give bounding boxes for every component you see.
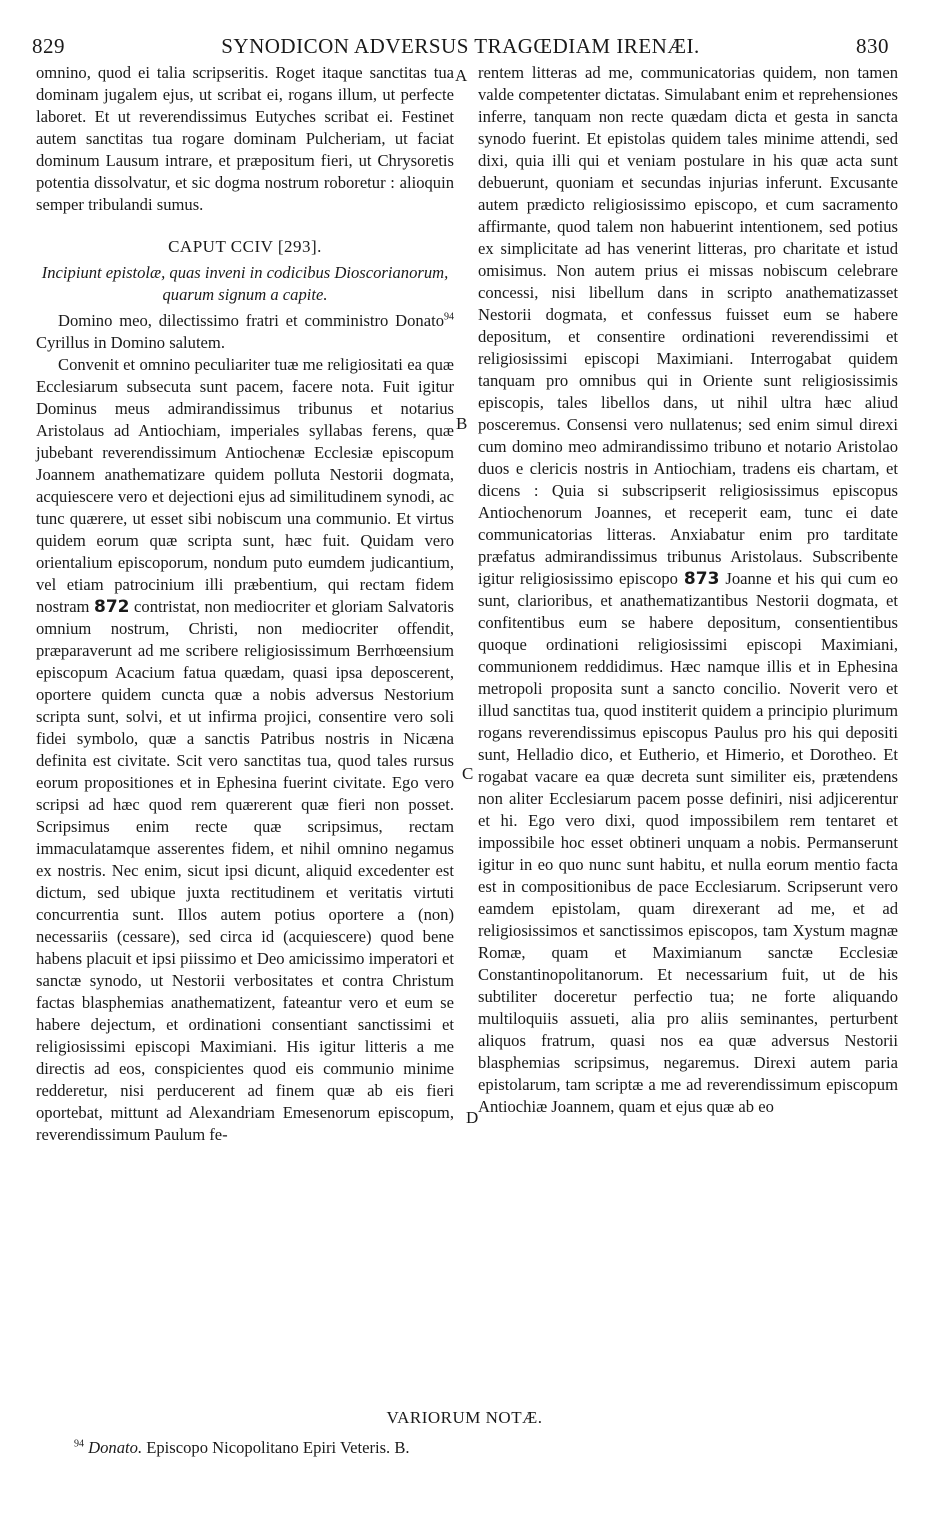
running-title: SYNODICON ADVERSUS TRAGŒDIAM IRENÆI.: [221, 34, 700, 58]
notes-heading: VARIORUM NOTÆ.: [386, 1408, 543, 1427]
salutation: [36, 310, 454, 354]
margin-letter-d: D: [466, 1108, 479, 1127]
margin-letter-a: A: [455, 66, 468, 85]
chapter-heading: CAPUT CCIV [293].: [168, 237, 322, 256]
page-number-left: 829: [32, 34, 65, 58]
right-column: [478, 62, 898, 1118]
footnote-text: Episcopo Nicopolitano Epiri Veteris. B.: [142, 1438, 410, 1457]
migne-column-number: 872: [94, 597, 130, 617]
left-column: [36, 62, 454, 1146]
margin-letter-b: B: [456, 414, 468, 433]
left-opening-paragraph: omnino, quod ei talia scripseritis. Roget itaque sanctitas tua dominam jugalem ejus, ut scribat ei, rogans illum, ut perfecte laboret. Et ut reverendissimus Eutyches scribat ei. Festinet autem sanctitas tua rogare dominam Pulcheriam, ut faciat dominum Lausum intrare, et præpositum fieri, ut Chrysoretis potentia dissolvatur, et sic dogma nostrum roboretur : alioquin semper tribulandi sumus.: [36, 63, 454, 214]
page-number-right: 830: [856, 34, 889, 58]
letter-text-part1: Convenit et omnino peculiariter tuæ me religiositati ea quæ Ecclesiarum subsecuta sunt pacem, facere nota. Fuit igitur Dominus meus admirandissimus tribunus et notarius Aristolaus ad Antiochiam, imperiales syllabas ferens, quæ jubebant reverendissimum Antiochenæ Ecclesiæ episcopum Joannem anathematizare quidem polluta Nestorii dogmata, acquiescere vero et dejectioni ejus ad similitudinem synodi, ac tunc quærere, ut esset sibi nobiscum una communio. Et virtus quidem eorum quæ scripta sunt, hæc fuit. Quidam vero orientalium episcoporum, nondum puto eumdem judicantium, vel etiam patrocinium illi præbentium, qui rectam fidem nostram: [36, 355, 454, 616]
right-paragraph: [478, 62, 898, 1118]
letter-text-part2: contristat, non mediocriter et gloriam Salvatoris omnium nostrum, Christi, non mediocriter offendit, præparaverunt ad me scribere religiosissimum Berrhœensium episcopum Acacium fatua quædam, quasi ipsa deposcerent, oportere quidem cuncta quæ a nobis adversus Nestorium scripta sunt, solvi, et ut infirma projici, consentire vero soli fidei symbolo, quæ a sanctis Patribus nostris in Nicæna definita est civitate. Scit vero sanctitas tua, quod tales rursus eorum propositiones et in Ephesina fuerint civitate. Ego vero scripsi ad hæc quod rem quærerent quæ fieri non posset. Scripsimus enim recte quæ scripsimus, rectam immaculatamque asserentes fidem, et nihil omnino negamus ex nostris. Nec enim, sicut ipsi dicunt, aliquid excedenter est dictum, sed ubique juxta rectitudinem et veritatis virtuti concurrentia sunt. Illos autem potius oportere a (non) necessariis (cessare), sed circa id (acquiescere) quod bene habens placuit et ipsi piissimo et Deo amicissimo imperatori et sanctæ synodo, ut Nestorii verbositates et contra Christum factas blasphemias anathematizent, fateantur vero et eum se habere dejectum, et ordinationi consentiant sanctissimi et religiosissimi episcopi Maximiani. His igitur litteris a me directis ad eos, conspicientes quod eis communio minime redderetur, nisi perducerent ad finem quæ ab eis fieri oportebat, mittunt ad Alexandriam Emesenorum episcopum, reverendissimum Paulum fe-: [36, 597, 454, 1144]
footnote-number: 94: [74, 1438, 84, 1450]
migne-column-number: 873: [683, 569, 720, 589]
right-text-part1: rentem litteras ad me, communicatorias quidem, non tamen valde competenter dictatas. Simulabant enim et reprehensiones inferre, tanquam non recte quædam dicta et gesta in sancta synodo fuerint. Et epistolas quidem tales minime attendi, sed dixi, quia illi qui et veniam postulare in his quæ acta sunt debuerunt, quoniam et secundas injurias inferunt. Excusante autem prædicto religiosissimo episcopo, et cum sacramento affirmante, quod talem non habuerint intentionem, sed potius ex simplicitate ad has venerint litteras, pro charitate et istud omisimus. Non autem prius ei missas nobiscum celebrare concessi, nisi libellum dans in scripto anathematizasset Nestorii dogmata, et confessus fuisset eum se habere depositum, et consentire ordinationi reverendissimi et religiosissimi episcopi Maximiani. Interrogabat quidem tanquam pro omnibus qui in Oriente sunt religiosissimis episcopis, tales libellos dans, ut nihil ultra hæc aliud posceremus. Consensi vero nullatenus; sed enim simul direxi cum domino meo admirandissimo tribuno et notario Aristolao duos e clericis nostris in Antiochiam, tradens eis chartam, et dicens : Quia si subscripserit religiosissimus episcopus Antiochenorum Joannes, et receperit eam, tunc ei date communicatorias litteras. Anxiabatur enim pro tarditate præfatus admirandissimus tribunus Aristolaus. Subscribente igitur religiosissimo episcopo: [478, 63, 898, 588]
running-header: [32, 34, 889, 64]
chapter-incipit: Incipiunt epistolæ, quas inveni in codicibus Dioscorianorum, quarum signum a capite.: [41, 263, 449, 304]
salutation-text: Domino meo, dilectissimo fratri et comministro Donato: [58, 311, 444, 330]
salutation-text-end: Cyrillus in Domino salutem.: [36, 333, 225, 352]
footnote-lemma: Donato.: [88, 1438, 143, 1457]
footnote: [74, 1438, 874, 1458]
right-text-part2: Joanne et his qui cum eo sunt, clarioribus, et anathematizantibus Nestorii dogmata, et confitentibus eum se habere depositum, consentientibus quoque ordinationi religiosissimi episcopi Maximiani, communionem reddidimus. Hæc namque illis et in Ephesina metropoli proposita sunt a sancto concilio. Noverit vero et illud sanctitas tua, quod institerit quidem a principio plurimum rogans reverendissimus episcopus Paulus pro his qui depositi sunt, Helladio dico, et Eutherio, et Himerio, et Dorotheo. Et rogabat vacare ea quæ decreta sunt similiter eis, prætendens non aliter Ecclesiarum pacem posse definiri, nisi adjicerentur et hi. Ego vero dixi, quod impossibilem rem tentaret et impossibile hoc esset obtineri unquam a nobis. Permanserunt igitur in eo quo nunc sunt habitu, et nulla eorum mentio facta est in compositionibus de pace Ecclesiarum. Scripserunt vero eamdem epistolam, quam direxerant ad me, et ad religiosissimos et sanctissimos episcopos, tam Xystum magnæ Romæ, quam et Maximianum sanctæ Ecclesiæ Constantinopolitanorum. Et necessarium fuit, ut de his subtiliter doceretur perfectio tua; ne forte aliquando multiloquiis assueti, alia pro aliis seminantes, perturbent aliquos fratrum, quasi nos ea quæ adversus Nestorii blasphemias scripsimus, negaremus. Direxi autem paria epistolarum, tam scriptæ a me ad reverendissimum episcopum Antiochiæ Joannem, quam et ejus quæ ab eo: [478, 569, 898, 1116]
margin-letter-c: C: [462, 764, 474, 783]
letter-paragraph: [36, 354, 454, 1146]
footnote-ref: 94: [444, 311, 454, 323]
